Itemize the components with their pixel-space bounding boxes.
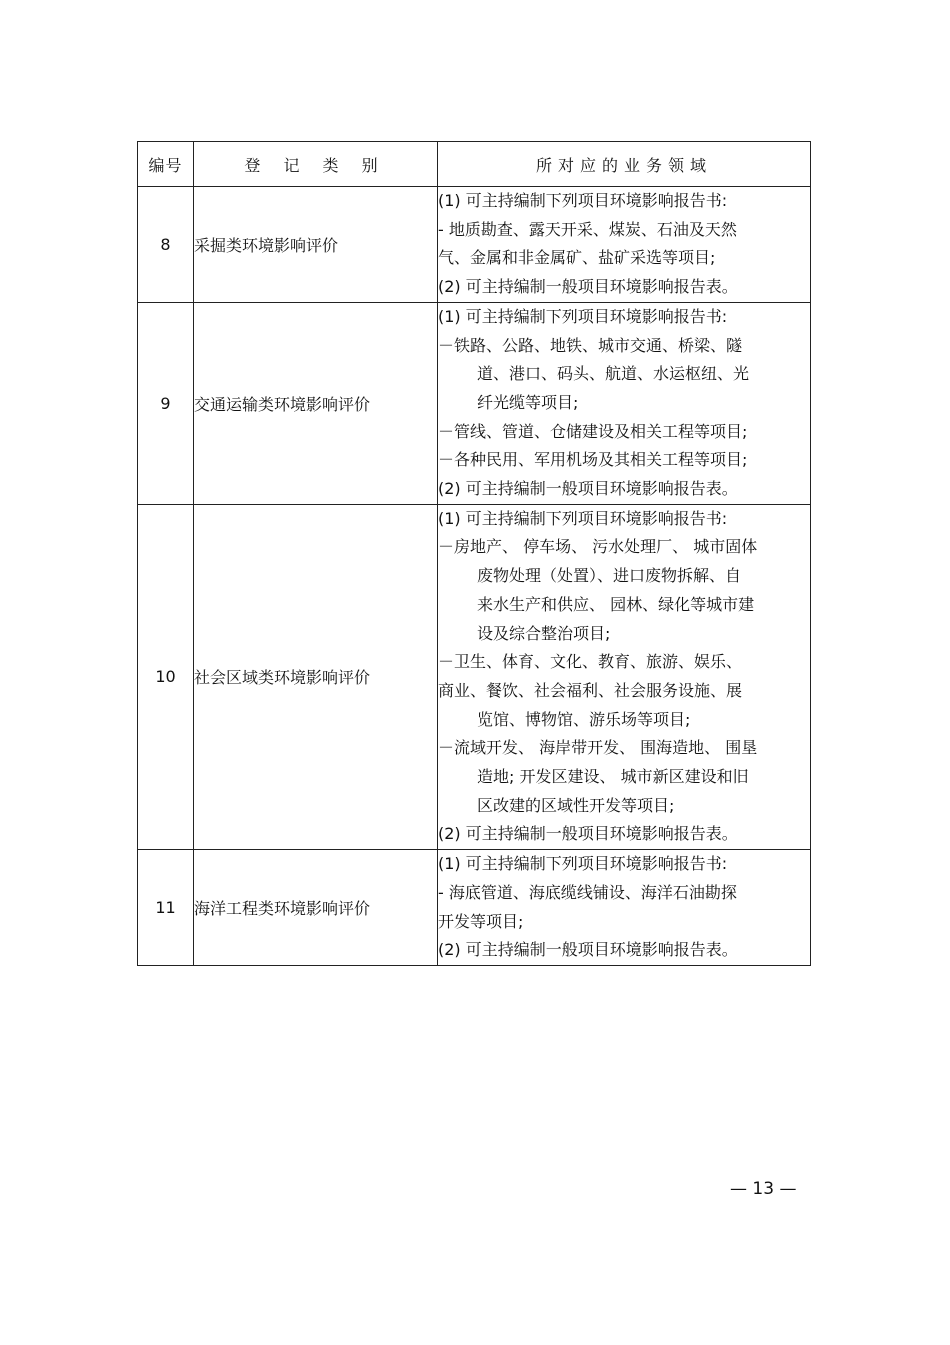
domain-line: 纤光缆等项目; xyxy=(477,392,579,412)
domain-line: －管线、管道、仓储建设及相关工程等项目; xyxy=(438,421,748,441)
domain-line: (2) 可主持编制一般项目环境影响报告表。 xyxy=(438,940,738,960)
domain-line: －流域开发、 海岸带开发、 围海造地、 围垦 xyxy=(438,738,758,758)
row-category: 采掘类环境影响评价 xyxy=(194,187,438,303)
row-number: 9 xyxy=(138,302,194,504)
row-domain xyxy=(438,850,811,966)
domain-line: 道、港口、码头、航道、水运枢纽、光 xyxy=(477,364,750,384)
domain-line: 览馆、博物馆、游乐场等项目; xyxy=(477,709,691,729)
row-domain xyxy=(438,302,811,504)
row-number: 10 xyxy=(138,504,194,849)
domain-line: - 地质勘查、露天开采、煤炭、石油及天然 xyxy=(438,219,737,239)
row-category: 交通运输类环境影响评价 xyxy=(194,302,438,504)
header-number: 编号 xyxy=(138,142,194,187)
domain-line: (1) 可主持编制下列项目环境影响报告书: xyxy=(438,191,728,210)
domain-line: 区改建的区域性开发等项目; xyxy=(477,795,675,815)
page-number: — 13 — xyxy=(730,1179,797,1199)
domain-line: 造地; 开发区建设、 城市新区建设和旧 xyxy=(477,767,749,787)
domain-line: (1) 可主持编制下列项目环境影响报告书: xyxy=(438,508,728,528)
domain-line: (1) 可主持编制下列项目环境影响报告书: xyxy=(438,306,728,326)
domain-line: (1) 可主持编制下列项目环境影响报告书: xyxy=(438,854,728,874)
table-row xyxy=(138,187,811,303)
row-domain xyxy=(438,504,811,849)
domain-line: 废物处理（处置）、进口废物拆解、自 xyxy=(477,566,742,586)
table-header-row xyxy=(138,142,811,187)
domain-line: 开发等项目; xyxy=(438,911,524,931)
row-number: 8 xyxy=(138,187,194,303)
domain-line: －铁路、公路、地铁、城市交通、桥梁、隧 xyxy=(438,335,743,355)
domain-line: (2) 可主持编制一般项目环境影响报告表。 xyxy=(438,479,738,499)
domain-line: - 海底管道、海底缆线铺设、海洋石油勘探 xyxy=(438,882,737,902)
table-row xyxy=(138,504,811,849)
domain-line: －卫生、体育、文化、教育、旅游、娱乐、 xyxy=(438,652,743,672)
registration-table xyxy=(137,141,811,966)
row-number: 11 xyxy=(138,850,194,966)
domain-line: 气、金属和非金属矿、盐矿采选等项目; xyxy=(438,248,716,268)
row-category: 海洋工程类环境影响评价 xyxy=(194,850,438,966)
row-domain xyxy=(438,187,811,303)
table-row xyxy=(138,850,811,966)
domain-line: 设及综合整治项目; xyxy=(477,623,611,643)
domain-line: (2) 可主持编制一般项目环境影响报告表。 xyxy=(438,277,738,297)
header-domain: 所对应的业务领域 xyxy=(438,142,811,187)
table-row xyxy=(138,302,811,504)
row-category: 社会区域类环境影响评价 xyxy=(194,504,438,849)
domain-line: －各种民用、军用机场及其相关工程等项目; xyxy=(438,450,748,470)
domain-line: 来水生产和供应、 园林、绿化等城市建 xyxy=(477,594,755,614)
header-category: 登 记 类 别 xyxy=(194,142,438,187)
domain-line: －房地产、 停车场、 污水处理厂、 城市固体 xyxy=(438,537,758,557)
domain-line: (2) 可主持编制一般项目环境影响报告表。 xyxy=(438,824,738,844)
domain-line: 商业、餐饮、社会福利、社会服务设施、展 xyxy=(438,680,743,700)
